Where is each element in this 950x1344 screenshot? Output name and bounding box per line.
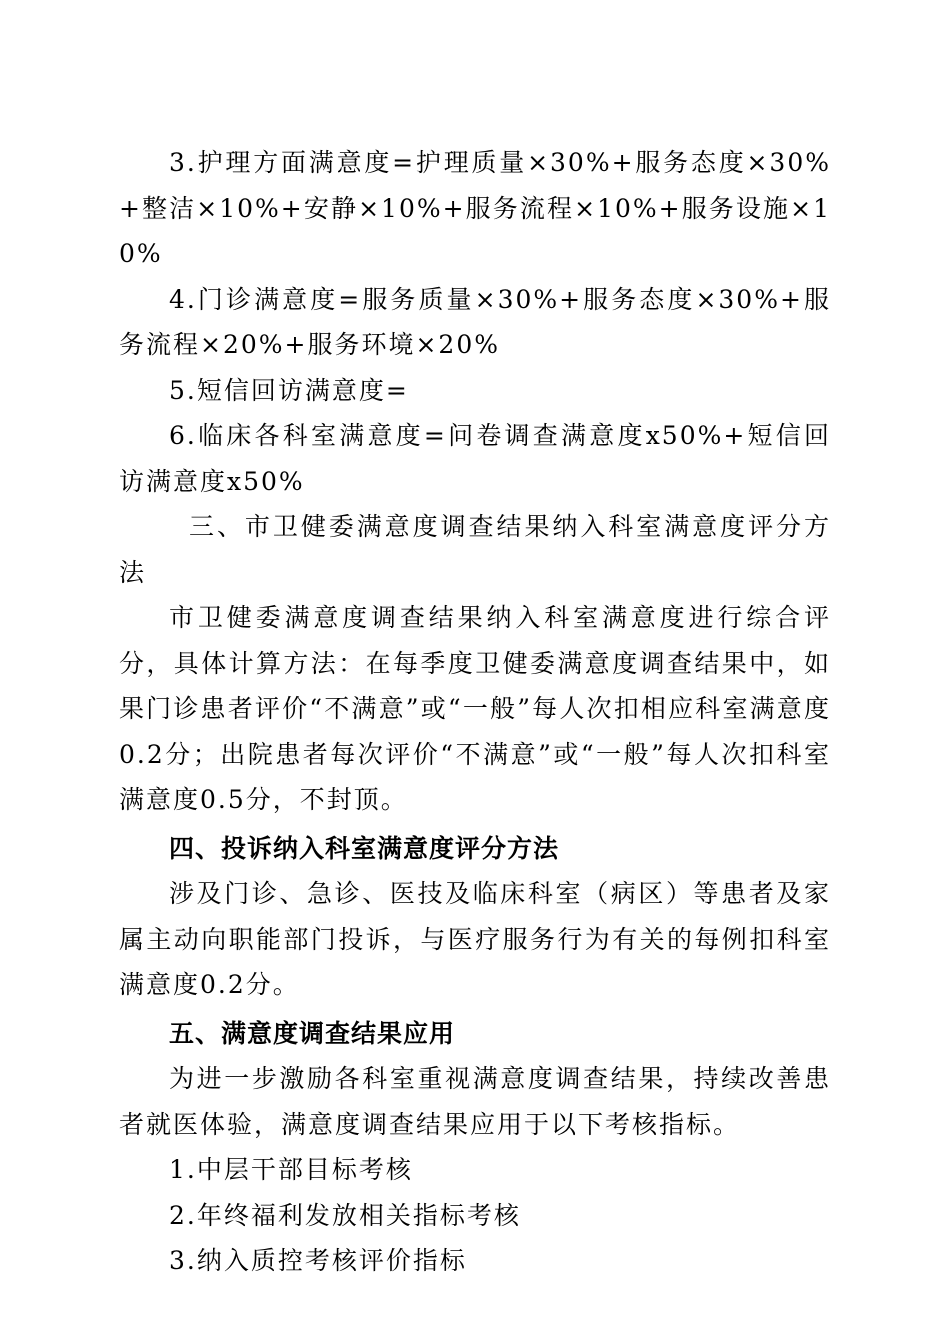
section-4-body: 涉及门诊、急诊、医技及临床科室（病区）等患者及家属主动向职能部门投诉，与医疗服务行为有关的每例扣科室满意度0.2分。: [119, 879, 831, 999]
list-item: 3.纳入质控考核评价指标: [169, 1246, 467, 1275]
section-5-body: 为进一步激励各科室重视满意度调查结果，持续改善患者就医体验，满意度调查结果应用于以下考核指标。: [119, 1064, 831, 1139]
list-item: 2.年终福利发放相关指标考核: [169, 1200, 521, 1230]
formula-sms-satisfaction: 5.短信回访满意度=: [169, 375, 409, 405]
section-3-body: 市卫健委满意度调查结果纳入科室满意度进行综合评分，具体计算方法：在每季度卫健委满意度调查结果中，如果门诊患者评价“不满意”或“一般”每人次扣相应科室满意度0.2分；出院患者每次评价“不满意”或“一般”每人次扣科室满意度0.5分，不封顶。: [119, 603, 831, 814]
formula-nursing-satisfaction: 3.护理方面满意度=护理质量×30%+服务态度×30%+整洁×10%+安静×10%+服务流程×10%+服务设施×10%: [119, 148, 831, 268]
document-page: [119, 140, 831, 1284]
section-5-heading: 五、满意度调查结果应用: [169, 1018, 456, 1048]
section-4-heading: 四、投诉纳入科室满意度评分方法: [169, 833, 560, 863]
formula-clinical-satisfaction: 6.临床各科室满意度=问卷调查满意度x50%+短信回访满意度x50%: [119, 421, 831, 496]
list-item: 1.中层干部目标考核: [169, 1155, 413, 1184]
section-3-heading: 三、市卫健委满意度调查结果纳入科室满意度评分方法: [119, 512, 831, 587]
formula-outpatient-satisfaction: 4.门诊满意度=服务质量×30%+服务态度×30%+服务流程×20%+服务环境×20%: [119, 284, 831, 359]
